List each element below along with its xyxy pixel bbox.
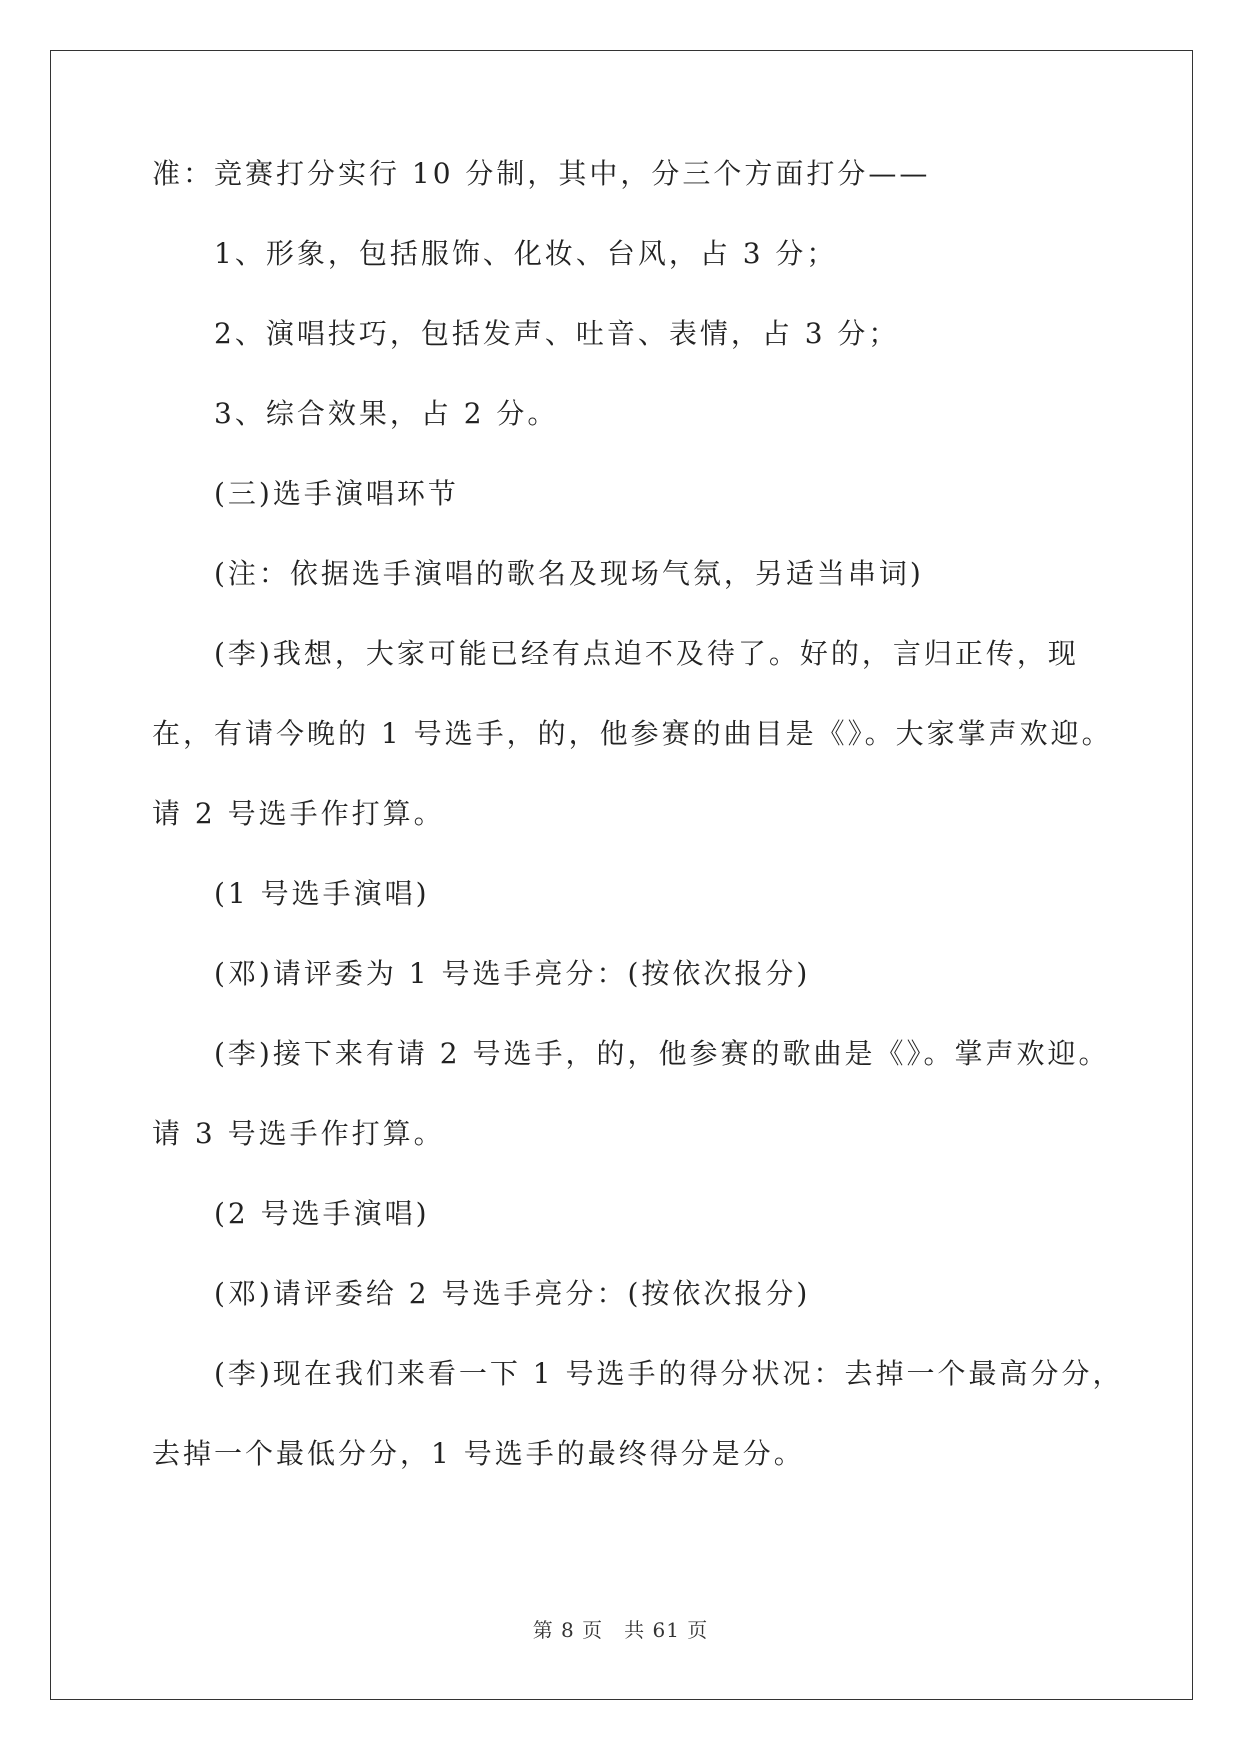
text-line: 请 3 号选手作打算。 bbox=[152, 1117, 445, 1150]
text-line: (2 号选手演唱) bbox=[214, 1197, 430, 1230]
text-line: (李)我想，大家可能已经有点迫不及待了。好的，言归正传，现 bbox=[214, 637, 1079, 670]
text-line: 2、演唱技巧，包括发声、吐音、表情，占 3 分； bbox=[214, 317, 900, 350]
text-line: 去掉一个最低分分，1 号选手的最终得分是分。 bbox=[152, 1437, 805, 1470]
section-heading: (三)选手演唱环节 bbox=[214, 477, 459, 510]
text-line: (注：依据选手演唱的歌名及现场气氛，另适当串词) bbox=[214, 557, 924, 590]
text-line: (邓)请评委为 1 号选手亮分：(按依次报分) bbox=[214, 957, 811, 990]
text-line: 在，有请今晚的 1 号选手，的，他参赛的曲目是《》。大家掌声欢迎。 bbox=[152, 717, 1113, 750]
page-number: 第 8 页 共 61 页 bbox=[532, 1618, 709, 1642]
text-line: (1 号选手演唱) bbox=[214, 877, 430, 910]
text-line: 1、形象，包括服饰、化妆、台风，占 3 分； bbox=[214, 237, 838, 270]
text-line: 请 2 号选手作打算。 bbox=[152, 797, 445, 830]
text-line: 准：竞赛打分实行 10 分制，其中，分三个方面打分—— bbox=[152, 157, 931, 190]
text-line: (李)接下来有请 2 号选手，的，他参赛的歌曲是《》。掌声欢迎。 bbox=[214, 1037, 1110, 1070]
text-line: (邓)请评委给 2 号选手亮分：(按依次报分) bbox=[214, 1277, 811, 1310]
text-line: (李)现在我们来看一下 1 号选手的得分状况：去掉一个最高分分， bbox=[214, 1357, 1124, 1390]
text-line: 3、综合效果，占 2 分。 bbox=[214, 397, 559, 430]
